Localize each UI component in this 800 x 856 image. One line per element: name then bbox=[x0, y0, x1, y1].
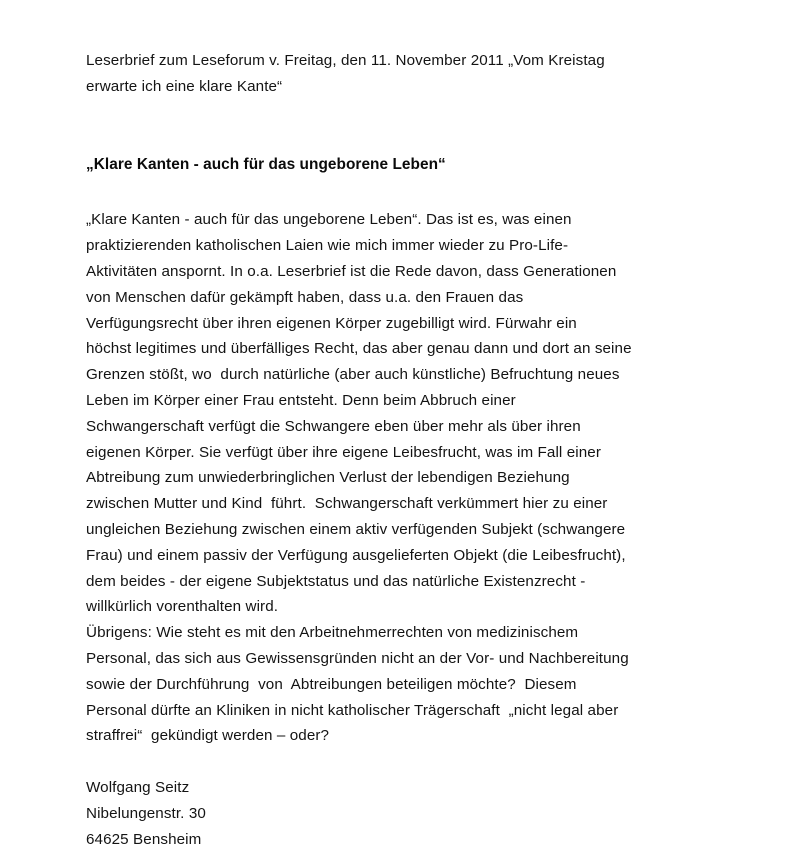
body-line: dem beides - der eigene Subjektstatus und das natürliche Existenzrecht - bbox=[86, 572, 586, 590]
spacer bbox=[86, 749, 738, 775]
body-line: von Menschen dafür gekämpft haben, dass u.a. den Frauen das bbox=[86, 288, 524, 306]
body-paragraph-1 bbox=[86, 207, 738, 620]
body-line: „Klare Kanten - auch für das ungeborene Leben“. Das ist es, was einen bbox=[86, 211, 572, 229]
body-line: Frau) und einem passiv der Verfügung ausgelieferten Objekt (die Leibesfrucht), bbox=[86, 546, 626, 564]
body-line: Übrigens: Wie steht es mit den Arbeitnehmerrechten von medizinischem bbox=[86, 624, 579, 642]
body-line: Leben im Körper einer Frau entsteht. Denn beim Abbruch einer bbox=[86, 391, 516, 409]
reference-note bbox=[86, 48, 738, 100]
signature-city: 64625 Bensheim bbox=[86, 830, 202, 848]
body-line: Personal, das sich aus Gewissensgründen nicht an der Vor- und Nachbereitung bbox=[86, 649, 629, 667]
body-line: willkürlich vorenthalten wird. bbox=[86, 598, 279, 616]
body-line: praktizierenden katholischen Laien wie mich immer wieder zu Pro-Life- bbox=[86, 237, 569, 255]
body-line: Abtreibung zum unwiederbringlichen Verlust der lebendigen Beziehung bbox=[86, 469, 570, 487]
body-paragraph-2 bbox=[86, 620, 738, 749]
body-line: Aktivitäten anspornt. In o.a. Leserbrief ist die Rede davon, dass Generationen bbox=[86, 262, 617, 280]
body-line: ungleichen Beziehung zwischen einem aktiv verfügenden Subjekt (schwangere bbox=[86, 520, 626, 538]
signature-name: Wolfgang Seitz bbox=[86, 779, 190, 797]
body-line: straffrei“ gekündigt werden – oder? bbox=[86, 727, 330, 745]
body-line: Grenzen stößt, wo durch natürliche (aber auch künstliche) Befruchtung neues bbox=[86, 366, 620, 384]
spacer bbox=[86, 100, 738, 152]
reference-note-line: Leserbrief zum Leseforum v. Freitag, den 11. November 2011 „Vom Kreistag bbox=[86, 52, 605, 69]
body-line: Schwangerschaft verfügt die Schwangere eben über mehr als über ihren bbox=[86, 417, 581, 435]
body-line: sowie der Durchführung von Abtreibungen beteiligen möchte? Diesem bbox=[86, 675, 577, 693]
letter-heading: „Klare Kanten - auch für das ungeborene Leben“ bbox=[86, 155, 446, 173]
body-line: Personal dürfte an Kliniken in nicht katholischer Trägerschaft „nicht legal aber bbox=[86, 701, 619, 719]
body-line: zwischen Mutter und Kind führt. Schwangerschaft verkümmert hier zu einer bbox=[86, 495, 608, 513]
reference-note-line: erwarte ich eine klare Kante“ bbox=[86, 77, 283, 95]
signature-street: Nibelungenstr. 30 bbox=[86, 804, 206, 822]
letter-body bbox=[86, 48, 738, 853]
body-line: höchst legitimes und überfälliges Recht, das aber genau dann und dort an seine bbox=[86, 340, 632, 358]
body-line: eigenen Körper. Sie verfügt über ihre eigene Leibesfrucht, was im Fall einer bbox=[86, 443, 601, 461]
body-line: Verfügungsrecht über ihren eigenen Körper zugebilligt wird. Fürwahr ein bbox=[86, 314, 577, 332]
signature-block bbox=[86, 775, 738, 852]
spacer bbox=[86, 177, 738, 207]
